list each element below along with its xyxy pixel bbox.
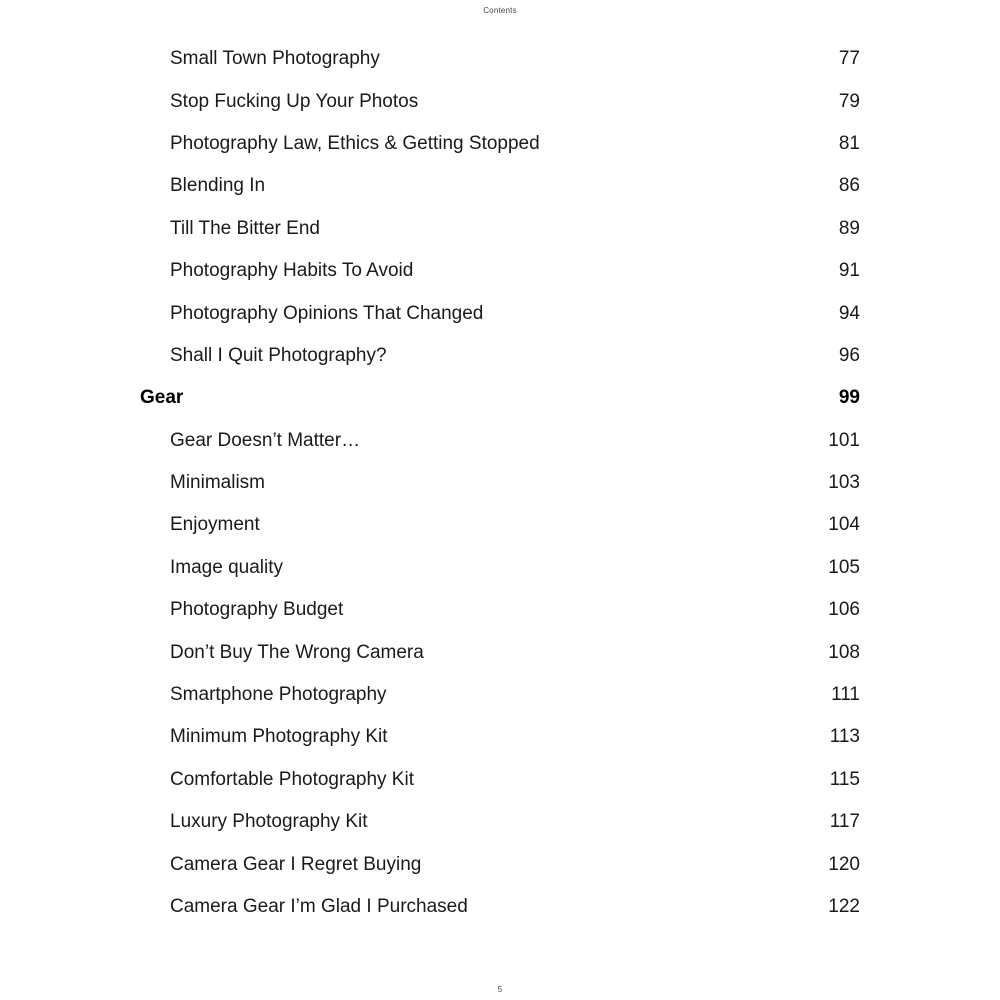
toc-entry-title: Gear Doesn’t Matter… bbox=[170, 429, 361, 451]
toc-entry-page: 103 bbox=[828, 472, 860, 494]
toc-entry[interactable] bbox=[0, 547, 1000, 589]
toc-section-page: 99 bbox=[838, 387, 860, 409]
toc-entry-title: Till The Bitter End bbox=[170, 217, 320, 239]
toc-entry-title: Blending In bbox=[170, 175, 266, 197]
toc-entry-title: Stop Fucking Up Your Photos bbox=[170, 90, 419, 112]
toc-entry[interactable] bbox=[0, 420, 1000, 462]
page-number: 5 bbox=[497, 985, 503, 994]
toc-section-heading[interactable] bbox=[0, 377, 1000, 419]
toc-entry-page: 79 bbox=[838, 90, 860, 112]
toc-entry[interactable] bbox=[0, 38, 1000, 80]
toc-entry-page: 105 bbox=[828, 556, 860, 578]
toc-entry-page: 111 bbox=[831, 684, 860, 706]
toc-entry[interactable] bbox=[0, 801, 1000, 843]
toc-entry-title: Don’t Buy The Wrong Camera bbox=[170, 641, 424, 663]
toc-entry-page: 122 bbox=[828, 896, 860, 917]
toc-entry[interactable] bbox=[0, 674, 1000, 716]
toc-entry-title: Shall I Quit Photography? bbox=[170, 344, 387, 366]
toc-entry-page: 106 bbox=[828, 599, 860, 621]
toc-entry-title: Minimum Photography Kit bbox=[170, 726, 388, 748]
toc-entry-page: 120 bbox=[828, 853, 860, 875]
toc-entry-title: Small Town Photography bbox=[170, 48, 380, 70]
toc-entry[interactable] bbox=[0, 843, 1000, 885]
toc-entry-title: Image quality bbox=[170, 556, 284, 578]
toc-entry-page: 108 bbox=[828, 641, 860, 663]
toc-entry-title: Luxury Photography Kit bbox=[170, 811, 368, 833]
toc-entry-page: 96 bbox=[838, 344, 860, 366]
toc-entry-title: Smartphone Photography bbox=[170, 684, 387, 706]
toc-entry-title: Photography Habits To Avoid bbox=[170, 260, 414, 282]
toc-entry[interactable] bbox=[0, 250, 1000, 292]
toc-entry-page: 91 bbox=[838, 260, 860, 282]
toc-entry-page: 117 bbox=[829, 811, 860, 833]
toc-entry-title: Photography Opinions That Changed bbox=[170, 302, 484, 324]
toc-entry[interactable] bbox=[0, 589, 1000, 631]
toc-entry-page: 77 bbox=[838, 48, 860, 70]
toc-entry[interactable] bbox=[0, 208, 1000, 250]
toc-entry[interactable] bbox=[0, 80, 1000, 122]
toc-entry-page: 81 bbox=[838, 132, 860, 154]
toc-entry-page: 101 bbox=[828, 429, 860, 451]
toc-entry-page: 113 bbox=[829, 726, 860, 748]
toc-entry-title: Camera Gear I Regret Buying bbox=[170, 853, 422, 875]
toc-entry[interactable] bbox=[0, 123, 1000, 165]
toc-entry[interactable] bbox=[0, 292, 1000, 334]
toc-entry-title: Camera Gear I’m Glad I Purchased bbox=[170, 896, 468, 917]
toc-entry[interactable] bbox=[0, 335, 1000, 377]
toc-entry[interactable] bbox=[0, 631, 1000, 673]
toc-entry-page: 89 bbox=[838, 217, 860, 239]
toc-entry[interactable] bbox=[0, 504, 1000, 546]
toc-entry[interactable] bbox=[0, 462, 1000, 504]
toc-entry-title: Comfortable Photography Kit bbox=[170, 768, 414, 790]
toc-entry-page: 94 bbox=[838, 302, 860, 324]
toc-entry[interactable] bbox=[0, 716, 1000, 758]
toc-entry[interactable] bbox=[0, 165, 1000, 207]
table-of-contents bbox=[0, 38, 1000, 928]
toc-entry-title: Minimalism bbox=[170, 472, 265, 494]
running-head: Contents bbox=[483, 6, 517, 15]
toc-entry-page: 104 bbox=[828, 514, 860, 536]
toc-entry-page: 86 bbox=[838, 175, 860, 197]
toc-entry-title: Enjoyment bbox=[170, 514, 260, 536]
toc-entry[interactable] bbox=[0, 886, 1000, 928]
toc-entry[interactable] bbox=[0, 759, 1000, 801]
toc-entry-title: Photography Law, Ethics & Getting Stopped bbox=[170, 132, 540, 154]
toc-entry-page: 115 bbox=[829, 768, 860, 790]
toc-section-title: Gear bbox=[140, 387, 184, 409]
toc-entry-title: Photography Budget bbox=[170, 599, 344, 621]
